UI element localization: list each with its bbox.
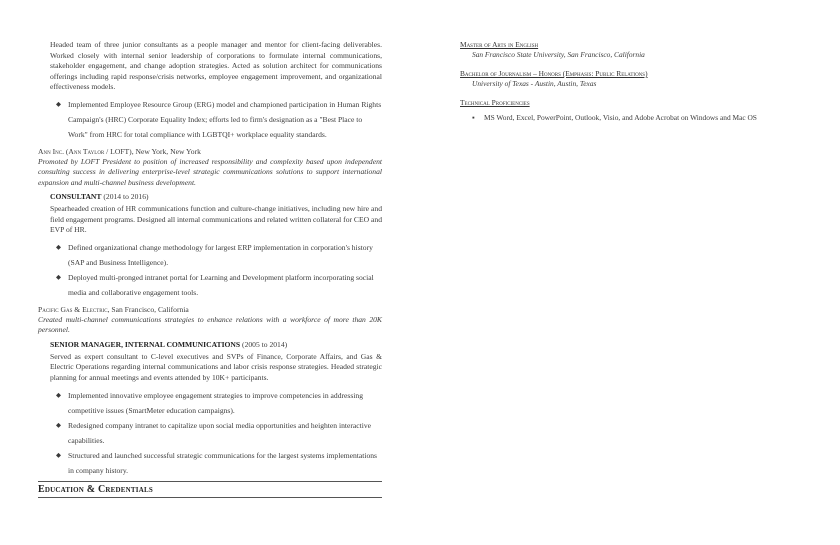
consultant-bullets <box>38 240 382 300</box>
company-summary-pge: Created multi-channel communications strategies to enhance relations with a workforce of more than 20K personnel. <box>38 314 382 335</box>
list-item: ◆ Implemented Employee Resource Group (ERG) model and championed participation in Human Rights Campaign's (HRC) Corporate Equality Index; efforts led to firm's designation as a "Best Place to Work" from HRC for total compliance with LGBTQI+ workplace equality standards. <box>68 97 382 142</box>
company-summary-ann: Promoted by LOFT President to position of increased responsibility and complexity based upon independent consulting success in delivering enterprise-level strategic communications solutions to support international expansion and multi-channel business development. <box>38 156 382 187</box>
right-column <box>460 40 800 123</box>
technical-proficiencies-list <box>472 113 800 123</box>
job-description-consultant: Spearheaded creation of HR communications function and culture-change initiatives, including new hire and field engagement programs. Designed all internal communications and related written collateral for CEO and EVP of HR. <box>50 204 382 235</box>
list-item: ▪ MS Word, Excel, PowerPoint, Outlook, Visio, and Adobe Acrobat on Windows and Mac OS <box>472 113 757 122</box>
square-bullet-icon: ▪ <box>472 113 475 122</box>
technical-proficiencies-heading: Technical Proficiencies <box>460 98 530 107</box>
diamond-bullet-icon: ◆ <box>56 273 61 281</box>
diamond-bullet-icon: ◆ <box>56 451 61 459</box>
list-item: ◆ Defined organizational change methodology for largest ERP implementation in corporation's history (SAP and Business Intelligence). <box>68 240 382 270</box>
diamond-bullet-icon: ◆ <box>56 391 61 399</box>
list-item: ◆ Redesigned company intranet to capitalize upon social media opportunities and heighten interactive capabilities. <box>68 418 382 448</box>
school-sfsu: San Francisco State University, San Francisco, California <box>472 50 645 59</box>
diamond-bullet-icon: ◆ <box>56 421 61 429</box>
school-ut-austin: University of Texas - Austin, Austin, Texas <box>472 79 597 88</box>
job-description-senior-manager: Served as expert consultant to C-level executives and SVPs of Finance, Corporate Affairs, and Gas & Electric Operations regarding internal communications and labor crisis response strategies. Headed strategic planning for annual meetings and events attended by 10K+ participants. <box>50 351 382 382</box>
left-column <box>38 40 382 498</box>
intro-paragraph: Headed team of three junior consultants as a people manager and mentor for client-facing deliverables. Worked closely with internal senior leadership of corporations to formulate internal communications, stakeholder engagement, and change adoption strategies. Acted as solution architect for communications offerings including rapid response/crisis networks, employee engagement improvement, and organizational effectiveness models. <box>50 40 382 92</box>
degree-masters: Master of Arts in English <box>460 40 539 49</box>
senior-manager-bullets <box>38 388 382 478</box>
intro-bullets <box>38 97 382 142</box>
company-line-ann: Ann Inc. (Ann Taylor / LOFT), New York, New York <box>38 146 201 156</box>
degree-bachelors: Bachelor of Journalism – Honors (Emphasis: Public Relations) <box>460 69 648 78</box>
list-item: ◆ Deployed multi-pronged intranet portal for Learning and Development platform incorporating social media and collaborative engagement tools. <box>68 270 382 300</box>
diamond-bullet-icon: ◆ <box>56 100 61 108</box>
section-header-education: Education & Credentials <box>38 481 382 498</box>
job-title-consultant: CONSULTANT (2014 to 2016) <box>50 192 149 202</box>
list-item: ◆ Structured and launched successful strategic communications for the largest systems implementations in company history. <box>68 448 382 478</box>
diamond-bullet-icon: ◆ <box>56 243 61 251</box>
list-item: ◆ Implemented innovative employee engagement strategies to improve competencies in addressing competitive issues (SmartMeter education campaigns). <box>68 388 382 418</box>
company-line-pge: Pacific Gas & Electric, San Francisco, California <box>38 304 189 314</box>
job-title-senior-manager: SENIOR MANAGER, INTERNAL COMMUNICATIONS (2005 to 2014) <box>50 339 288 349</box>
